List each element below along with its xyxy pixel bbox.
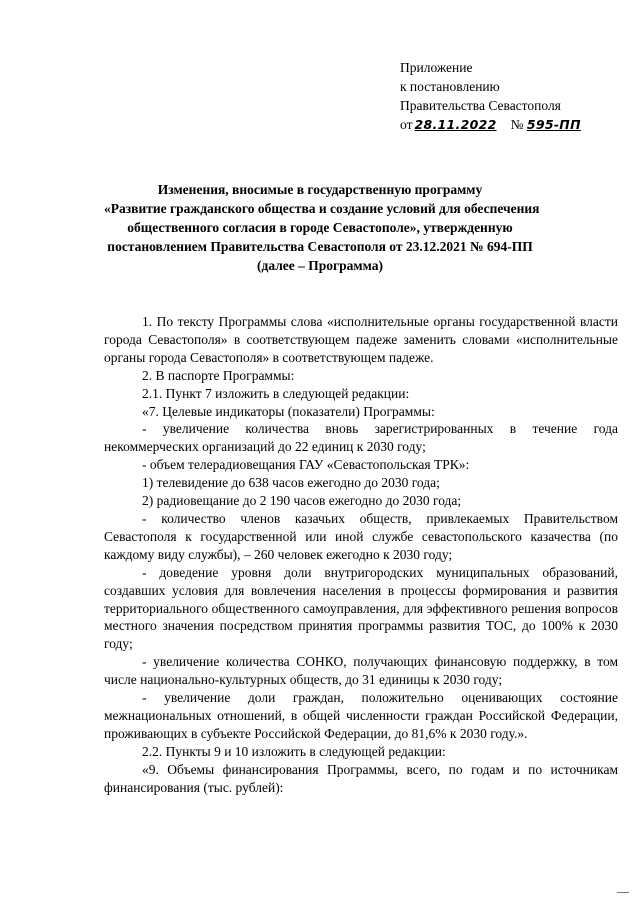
date-prefix: от (400, 117, 413, 132)
page-corner-mark (617, 892, 629, 899)
paragraph: «7. Целевые индикаторы (показатели) Программы: (142, 403, 435, 419)
paragraph: 1) телевидение до 638 часов ежегодно до 2030 года; (142, 475, 440, 491)
number-prefix: № (510, 117, 524, 132)
title-line-5: (далее – Программа) (257, 258, 383, 273)
paragraph: - увеличение доли граждан, положительно оценивающих состояние межнациональных отношений, в общей численности граждан Российской Федерации, проживающих в субъекте Российской Федерации, до 81,6% к 2030 году.». (104, 690, 618, 741)
title-line-2: «Развитие гражданского общества и создание условий для обеспечения (104, 201, 540, 216)
paragraph: 1. По тексту Программы слова «исполнительные органы государственной власти города Севастополя» в соответствующем падеже заменить словами «исполнительные органы города Севастополя» в соответствующем падеже. (104, 314, 618, 365)
handwritten-number: 595-ПП (526, 117, 581, 132)
paragraph: 2.1. Пункт 7 изложить в следующей редакции: (142, 385, 410, 401)
paragraph: - доведение уровня доли внутригородских муниципальных образований, создавших условия для вовлечения населения в процессы формирования и развития территориального общественного самоуправления, для эффективного решения вопросов местного значения посредством принятия программы развития ТОС, до 100% к 2030 году; (104, 564, 618, 652)
appendix-reference: к постановлению (400, 79, 500, 94)
paragraph: - количество членов казачьих обществ, привлекаемых Правительством Севастополя к государственной или иной службе севастопольского казачества (по каждому виду службы), – 260 человек ежегодно к 2030 году; (104, 510, 618, 562)
handwritten-date: 28.11.2022 (414, 117, 497, 132)
title-line-3: общественного согласия в городе Севастополе», утвержденную (127, 220, 513, 235)
document-body (104, 313, 618, 796)
paragraph: - увеличение количества СОНКО, получающих финансовую поддержку, в том числе национально-культурных обществ, до 31 единицы к 2030 году; (104, 654, 618, 688)
paragraph: «9. Объемы финансирования Программы, всего, по годам и по источникам финансирования (тыс. рублей): (104, 761, 618, 795)
paragraph: 2) радиовещание до 2 190 часов ежегодно до 2030 года; (142, 493, 462, 509)
appendix-heading: Приложение (400, 60, 473, 75)
paragraph: 2.2. Пункты 9 и 10 изложить в следующей редакции: (142, 743, 446, 759)
title-line-4: постановлением Правительства Севастополя от 23.12.2021 № 694-ПП (107, 239, 533, 254)
paragraph: - увеличение количества вновь зарегистрированных в течение года некоммерческих организаций до 22 единиц к 2030 году; (104, 421, 618, 455)
title-line-1: Изменения, вносимые в государственную программу (157, 182, 483, 197)
appendix-block (400, 58, 581, 134)
paragraph: 2. В паспорте Программы: (142, 367, 295, 383)
document-title (104, 180, 540, 275)
paragraph: - объем телерадиовещания ГАУ «Севастопольская ТРК»: (142, 457, 470, 473)
appendix-authority: Правительства Севастополя (400, 98, 561, 113)
appendix-date-number (400, 115, 581, 134)
